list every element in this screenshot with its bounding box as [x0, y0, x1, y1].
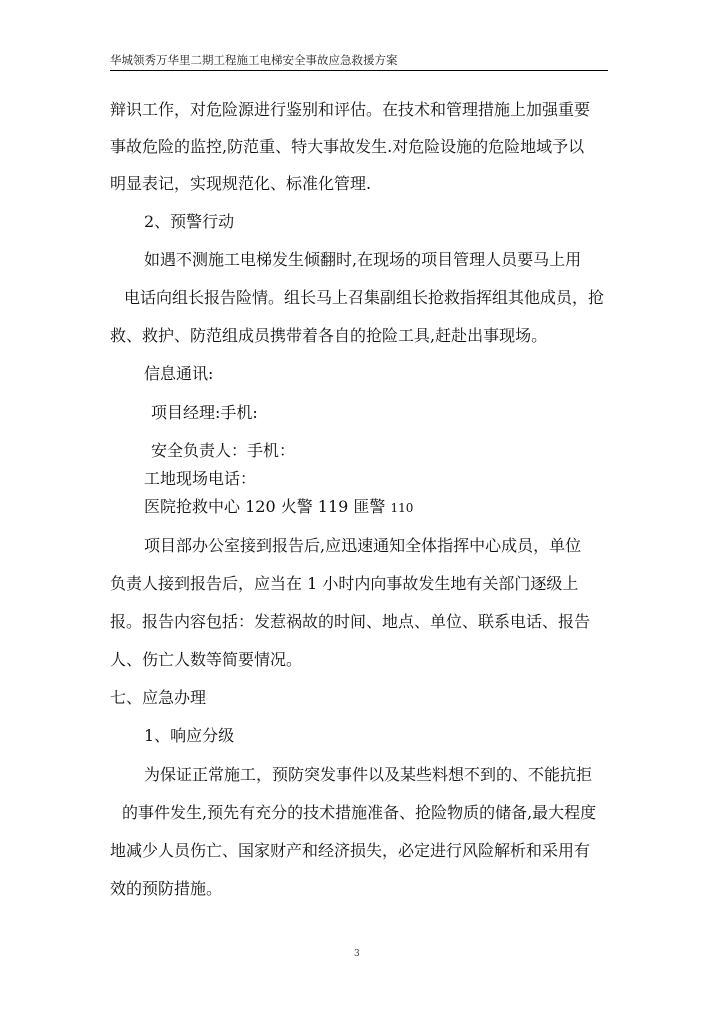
paragraph-2-line-1: 如遇不测施工电梯发生倾翻时,在现场的项目管理人员要马上用	[144, 250, 582, 269]
paragraph-4-line-4: 效的预防措施。	[110, 879, 223, 898]
paragraph-1-line-3: 明显表记，实现规范化、标准化管理.	[110, 174, 372, 193]
paragraph-4-line-1: 为保证正常施工，预防突发事件以及某些料想不到的、不能抗拒	[144, 765, 593, 784]
paragraph-4-line-3: 地减少人员伤亡、国家财产和经济损失，必定进行风险解析和采用有	[110, 841, 591, 860]
info-communication-label: 信息通讯:	[144, 364, 214, 383]
emergency-numbers	[144, 497, 413, 518]
section-1-heading: 1、响应分级	[144, 726, 235, 745]
paragraph-4-line-2: 的事件发生,预先有充分的技术措施准备、抢险物质的储备,最大程度	[122, 803, 597, 822]
contact-site-phone: 工地现场电话：	[144, 469, 257, 488]
section-7-heading: 七、应急办理	[110, 688, 207, 707]
paragraph-2-line-3: 救、救护、防范组成员携带着各自的抢险工具,赶赴出事现场。	[110, 326, 548, 345]
contact-safety-officer: 安全负责人：手机：	[151, 441, 296, 460]
contact-project-manager: 项目经理:手机:	[151, 403, 258, 422]
emergency-numbers-text: 医院抢救中心 120 火警 119 匪警	[144, 497, 386, 516]
section-2-heading: 2、预警行动	[144, 212, 235, 231]
running-header: 华城领秀万华里二期工程施工电梯安全事故应急救援方案	[110, 50, 608, 71]
page-number: 3	[354, 949, 360, 959]
paragraph-3-line-3: 报。报告内容包括：发惹祸故的时间、地点、单位、联系电话、报告	[110, 612, 591, 631]
paragraph-2-line-2: 电话向组长报告险情。组长马上召集副组长抢救指挥组其他成员，抢	[124, 288, 605, 307]
paragraph-3-line-2: 负责人接到报告后，应当在 1 小时内向事故发生地有关部门逐级上	[110, 574, 579, 593]
paragraph-1-line-1: 辩识工作，对危险源进行鉴别和评估。在技术和管理措施上加强重要	[110, 100, 591, 119]
police-number: 110	[390, 501, 414, 515]
paragraph-1-line-2: 事故危险的监控,防范重、特大事故发生.对危险设施的危险地域予以	[110, 137, 585, 156]
paragraph-3-line-1: 项目部办公室接到报告后,应迅速通知全体指挥中心成员，单位	[144, 536, 582, 555]
paragraph-3-line-4: 人、伤亡人数等简要情况。	[110, 650, 303, 669]
